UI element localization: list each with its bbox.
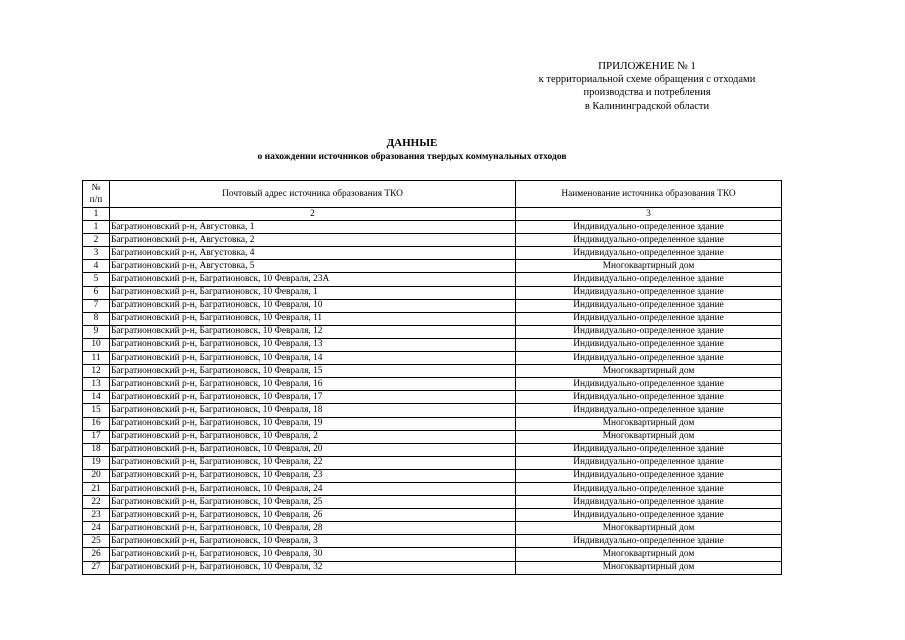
table-row [83, 456, 782, 469]
row-address: Багратионовский р-н, Багратионовск, 10 Февраля, 12 [110, 325, 516, 338]
row-number: 24 [83, 522, 110, 535]
row-number: 4 [83, 260, 110, 273]
table-row [83, 299, 782, 312]
row-address: Багратионовский р-н, Августовка, 5 [110, 260, 516, 273]
row-number: 9 [83, 325, 110, 338]
table-index-row [83, 208, 782, 221]
row-source-type: Индивидуально-определенное здание [516, 234, 782, 247]
row-address: Багратионовский р-н, Багратионовск, 10 Февраля, 25 [110, 496, 516, 509]
appendix-line-2: производства и потребления [583, 87, 711, 99]
table-row [83, 417, 782, 430]
table-row [83, 469, 782, 482]
row-source-type: Многоквартирный дом [516, 548, 782, 561]
table-row [83, 509, 782, 522]
row-source-type: Индивидуально-определенное здание [516, 247, 782, 260]
row-number: 21 [83, 482, 110, 495]
row-source-type: Индивидуально-определенное здание [516, 352, 782, 365]
row-source-type: Многоквартирный дом [516, 430, 782, 443]
appendix-title: ПРИЛОЖЕНИЕ № 1 [598, 60, 696, 72]
row-source-type: Индивидуально-определенное здание [516, 456, 782, 469]
header-address: Почтовый адрес источника образования ТКО [110, 181, 516, 208]
row-source-type: Индивидуально-определенное здание [516, 482, 782, 495]
row-address: Багратионовский р-н, Багратионовск, 10 Февраля, 22 [110, 456, 516, 469]
row-address: Багратионовский р-н, Багратионовск, 10 Февраля, 13 [110, 338, 516, 351]
row-number: 25 [83, 535, 110, 548]
row-source-type: Многоквартирный дом [516, 522, 782, 535]
row-source-type: Многоквартирный дом [516, 417, 782, 430]
row-address: Багратионовский р-н, Багратионовск, 10 Февраля, 30 [110, 548, 516, 561]
row-number: 20 [83, 469, 110, 482]
table-row [83, 522, 782, 535]
table-row [83, 404, 782, 417]
table-body [83, 221, 782, 575]
row-address: Багратионовский р-н, Багратионовск, 10 Февраля, 32 [110, 561, 516, 574]
row-address: Багратионовский р-н, Багратионовск, 10 Февраля, 2 [110, 430, 516, 443]
row-source-type: Индивидуально-определенное здание [516, 509, 782, 522]
row-address: Багратионовский р-н, Багратионовск, 10 Февраля, 28 [110, 522, 516, 535]
row-address: Багратионовский р-н, Багратионовск, 10 Февраля, 11 [110, 312, 516, 325]
table-row [83, 561, 782, 574]
row-address: Багратионовский р-н, Багратионовск, 10 Февраля, 14 [110, 352, 516, 365]
header-number [83, 181, 110, 208]
table-row [83, 221, 782, 234]
row-number: 18 [83, 443, 110, 456]
row-source-type: Индивидуально-определенное здание [516, 378, 782, 391]
row-number: 1 [83, 221, 110, 234]
table-row [83, 234, 782, 247]
row-number: 7 [83, 299, 110, 312]
table-row [83, 338, 782, 351]
table-row [83, 443, 782, 456]
row-number: 14 [83, 391, 110, 404]
table-row [83, 378, 782, 391]
table-row [83, 482, 782, 495]
row-number: 12 [83, 365, 110, 378]
row-address: Багратионовский р-н, Багратионовск, 10 Февраля, 24 [110, 482, 516, 495]
table-row [83, 312, 782, 325]
document-heading [82, 136, 742, 164]
row-source-type: Индивидуально-определенное здание [516, 535, 782, 548]
row-source-type: Индивидуально-определенное здание [516, 338, 782, 351]
header-number-line-1: № [91, 183, 101, 193]
row-source-type: Индивидуально-определенное здание [516, 391, 782, 404]
row-source-type: Индивидуально-определенное здание [516, 496, 782, 509]
row-number: 26 [83, 548, 110, 561]
table-row [83, 430, 782, 443]
row-address: Багратионовский р-н, Багратионовск, 10 Февраля, 10 [110, 299, 516, 312]
row-source-type: Индивидуально-определенное здание [516, 286, 782, 299]
row-address: Багратионовский р-н, Багратионовск, 10 Февраля, 17 [110, 391, 516, 404]
index-cell: 3 [516, 208, 782, 221]
row-number: 17 [83, 430, 110, 443]
table-row [83, 260, 782, 273]
row-address: Багратионовский р-н, Багратионовск, 10 Февраля, 16 [110, 378, 516, 391]
row-address: Багратионовский р-н, Августовка, 2 [110, 234, 516, 247]
row-address: Багратионовский р-н, Багратионовск, 10 Февраля, 20 [110, 443, 516, 456]
row-number: 2 [83, 234, 110, 247]
table-row [83, 325, 782, 338]
row-number: 13 [83, 378, 110, 391]
table-header-row [83, 181, 782, 208]
heading-subtitle: о нахождении источников образования твердых коммунальных отходов [257, 152, 567, 162]
row-address: Багратионовский р-н, Багратионовск, 10 Февраля, 23 [110, 469, 516, 482]
table-row [83, 247, 782, 260]
row-address: Багратионовский р-н, Августовка, 1 [110, 221, 516, 234]
index-cell: 1 [83, 208, 110, 221]
row-source-type: Индивидуально-определенное здание [516, 404, 782, 417]
row-number: 16 [83, 417, 110, 430]
row-source-type: Индивидуально-определенное здание [516, 299, 782, 312]
row-address: Багратионовский р-н, Багратионовск, 10 Февраля, 1 [110, 286, 516, 299]
row-number: 10 [83, 338, 110, 351]
table-row [83, 496, 782, 509]
row-address: Багратионовский р-н, Багратионовск, 10 Февраля, 15 [110, 365, 516, 378]
row-number: 27 [83, 561, 110, 574]
row-source-type: Многоквартирный дом [516, 561, 782, 574]
index-cell: 2 [110, 208, 516, 221]
row-address: Багратионовский р-н, Багратионовск, 10 Февраля, 19 [110, 417, 516, 430]
row-address: Багратионовский р-н, Багратионовск, 10 Февраля, 3 [110, 535, 516, 548]
row-address: Багратионовский р-н, Багратионовск, 10 Февраля, 26 [110, 509, 516, 522]
row-source-type: Индивидуально-определенное здание [516, 221, 782, 234]
row-address: Багратионовский р-н, Багратионовск, 10 Февраля, 23А [110, 273, 516, 286]
table-row [83, 365, 782, 378]
row-source-type: Индивидуально-определенное здание [516, 443, 782, 456]
table-row [83, 352, 782, 365]
row-address: Багратионовский р-н, Августовка, 4 [110, 247, 516, 260]
table-row [83, 535, 782, 548]
row-source-type: Индивидуально-определенное здание [516, 273, 782, 286]
row-number: 8 [83, 312, 110, 325]
row-number: 19 [83, 456, 110, 469]
row-number: 5 [83, 273, 110, 286]
header-name: Наименование источника образования ТКО [516, 181, 782, 208]
row-number: 23 [83, 509, 110, 522]
row-number: 15 [83, 404, 110, 417]
table-row [83, 273, 782, 286]
sources-table [82, 180, 782, 575]
header-number-line-2: п/п [89, 195, 103, 205]
row-source-type: Многоквартирный дом [516, 260, 782, 273]
row-number: 11 [83, 352, 110, 365]
appendix-line-3: в Калининградской области [584, 100, 710, 112]
table-row [83, 548, 782, 561]
row-address: Багратионовский р-н, Багратионовск, 10 Февраля, 18 [110, 404, 516, 417]
row-number: 22 [83, 496, 110, 509]
row-number: 3 [83, 247, 110, 260]
appendix-block [500, 60, 794, 113]
row-source-type: Многоквартирный дом [516, 365, 782, 378]
table-row [83, 286, 782, 299]
row-source-type: Индивидуально-определенное здание [516, 325, 782, 338]
appendix-line-1: к территориальной схеме обращения с отходами [538, 74, 756, 86]
row-number: 6 [83, 286, 110, 299]
heading-title: ДАННЫЕ [386, 137, 438, 149]
row-source-type: Индивидуально-определенное здание [516, 312, 782, 325]
row-source-type: Индивидуально-определенное здание [516, 469, 782, 482]
table-row [83, 391, 782, 404]
